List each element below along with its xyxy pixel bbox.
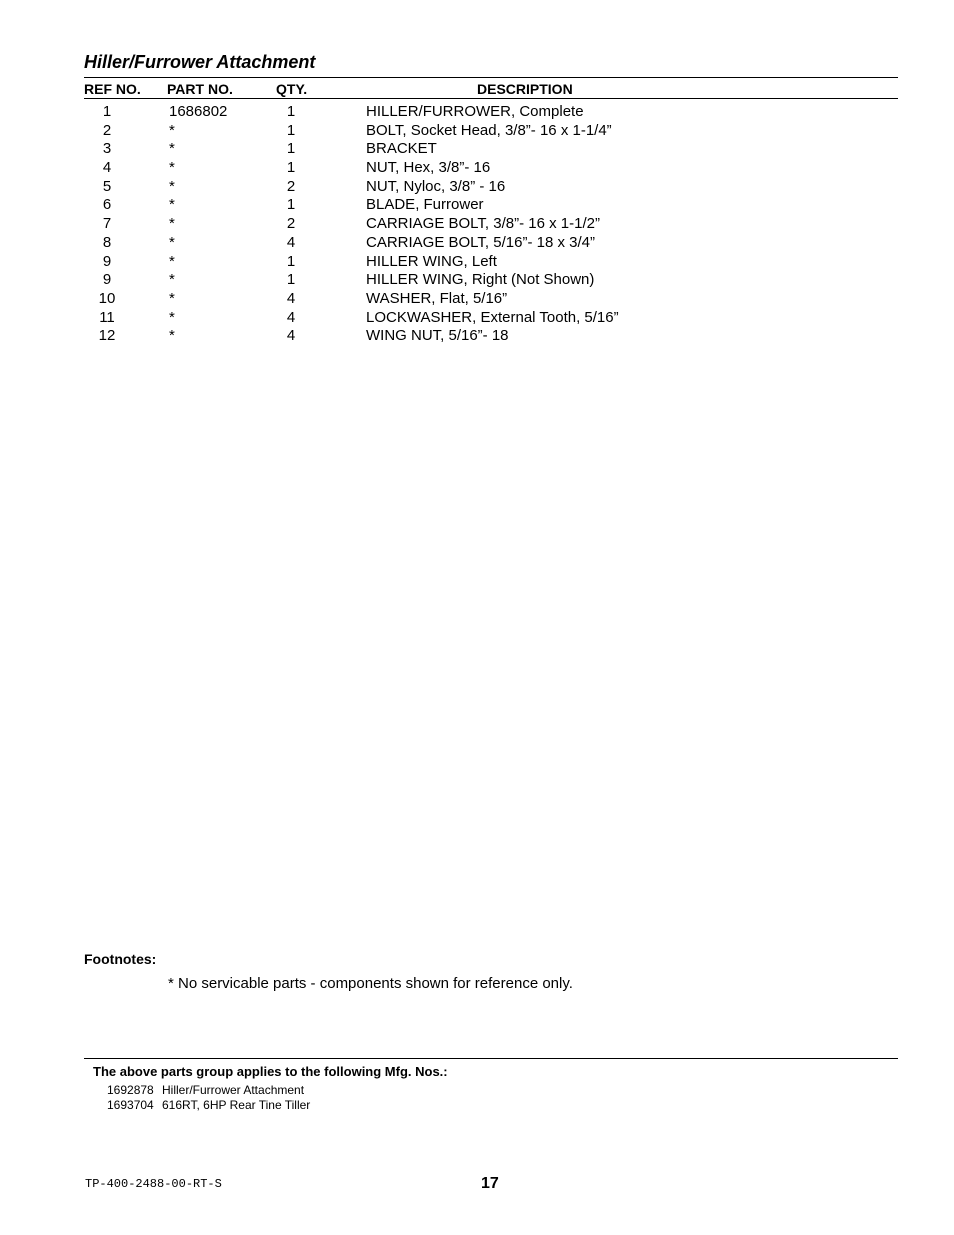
description-cell: BLADE, Furrower (366, 196, 484, 214)
description-cell: HILLER WING, Right (Not Shown) (366, 271, 595, 289)
header-description: DESCRIPTION (477, 81, 573, 97)
qty-cell: 4 (286, 327, 296, 345)
mfg-description: Hiller/Furrower Attachment (162, 1083, 305, 1097)
ref-cell: 12 (98, 327, 116, 345)
mfg-number: 1692878 (107, 1083, 154, 1097)
description-cell: HILLER/FURROWER, Complete (366, 103, 584, 120)
table-row (0, 103, 954, 122)
qty-cell: 1 (286, 140, 296, 158)
mfg-divider (84, 1058, 898, 1059)
mfg-heading: The above parts group applies to the following Mfg. Nos.: (93, 1064, 448, 1079)
qty-cell: 1 (286, 121, 296, 139)
table-row (0, 215, 954, 234)
part-cell: * (169, 177, 175, 195)
page-title: Hiller/Furrower Attachment (84, 52, 316, 72)
mfg-item (0, 1098, 954, 1113)
table-row (0, 290, 954, 309)
qty-cell: 1 (286, 159, 296, 177)
table-row (0, 122, 954, 141)
ref-cell: 10 (98, 289, 116, 307)
description-cell: WING NUT, 5/16”- 18 (366, 327, 509, 345)
title-divider (84, 77, 898, 78)
ref-cell: 11 (99, 308, 115, 326)
table-row (0, 327, 954, 346)
mfg-item (0, 1083, 954, 1098)
mfg-description: 616RT, 6HP Rear Tine Tiller (162, 1098, 311, 1112)
description-cell: NUT, Nyloc, 3/8” - 16 (366, 177, 506, 195)
ref-cell: 5 (102, 177, 112, 195)
qty-cell: 1 (286, 271, 296, 289)
part-cell: * (169, 140, 175, 158)
qty-cell: 2 (286, 215, 296, 233)
description-cell: LOCKWASHER, External Tooth, 5/16” (366, 308, 619, 326)
ref-cell: 9 (102, 271, 112, 289)
description-cell: CARRIAGE BOLT, 5/16”- 18 x 3/4” (366, 233, 595, 251)
table-row (0, 196, 954, 215)
qty-cell: 4 (286, 233, 296, 251)
description-cell: CARRIAGE BOLT, 3/8”- 16 x 1-1/2” (366, 215, 600, 233)
header-ref-no: REF NO. (84, 81, 141, 97)
ref-cell: 1 (102, 103, 112, 120)
description-cell: HILLER WING, Left (366, 252, 497, 270)
part-cell: * (169, 233, 175, 251)
ref-cell: 3 (102, 140, 112, 158)
description-cell: NUT, Hex, 3/8”- 16 (366, 159, 491, 177)
table-row (0, 178, 954, 197)
header-part-no: PART NO. (167, 81, 233, 97)
part-cell: * (169, 327, 175, 345)
footnote-text: * No servicable parts - components shown for reference only. (168, 975, 573, 992)
qty-cell: 1 (286, 252, 296, 270)
table-row (0, 309, 954, 328)
page-number: 17 (481, 1175, 499, 1192)
qty-cell: 4 (286, 289, 296, 307)
footnotes-heading: Footnotes: (84, 951, 157, 967)
part-cell: * (169, 308, 175, 326)
qty-cell: 1 (286, 103, 296, 120)
ref-cell: 8 (102, 233, 112, 251)
table-row (0, 271, 954, 290)
ref-cell: 4 (102, 159, 112, 177)
table-row (0, 234, 954, 253)
part-cell: * (169, 196, 175, 214)
ref-cell: 9 (102, 252, 112, 270)
header-divider (84, 98, 898, 99)
qty-cell: 1 (286, 196, 296, 214)
part-cell: * (169, 271, 175, 289)
part-cell: * (169, 121, 175, 139)
parts-table-body (0, 103, 954, 346)
ref-cell: 2 (102, 121, 112, 139)
description-cell: BRACKET (366, 140, 437, 158)
description-cell: BOLT, Socket Head, 3/8”- 16 x 1-1/4” (366, 121, 612, 139)
qty-cell: 2 (286, 177, 296, 195)
part-cell: * (169, 215, 175, 233)
part-cell: * (169, 159, 175, 177)
header-qty: QTY. (276, 81, 308, 97)
table-row (0, 253, 954, 272)
qty-cell: 4 (286, 308, 296, 326)
table-row (0, 140, 954, 159)
part-cell: * (169, 252, 175, 270)
description-cell: WASHER, Flat, 5/16” (366, 289, 508, 307)
mfg-list (0, 1083, 954, 1113)
ref-cell: 7 (102, 215, 112, 233)
ref-cell: 6 (102, 196, 112, 214)
document-code: TP-400-2488-00-RT-S (85, 1177, 222, 1191)
table-row (0, 159, 954, 178)
part-cell: * (169, 289, 175, 307)
part-cell: 1686802 (169, 103, 228, 120)
mfg-number: 1693704 (107, 1098, 154, 1112)
